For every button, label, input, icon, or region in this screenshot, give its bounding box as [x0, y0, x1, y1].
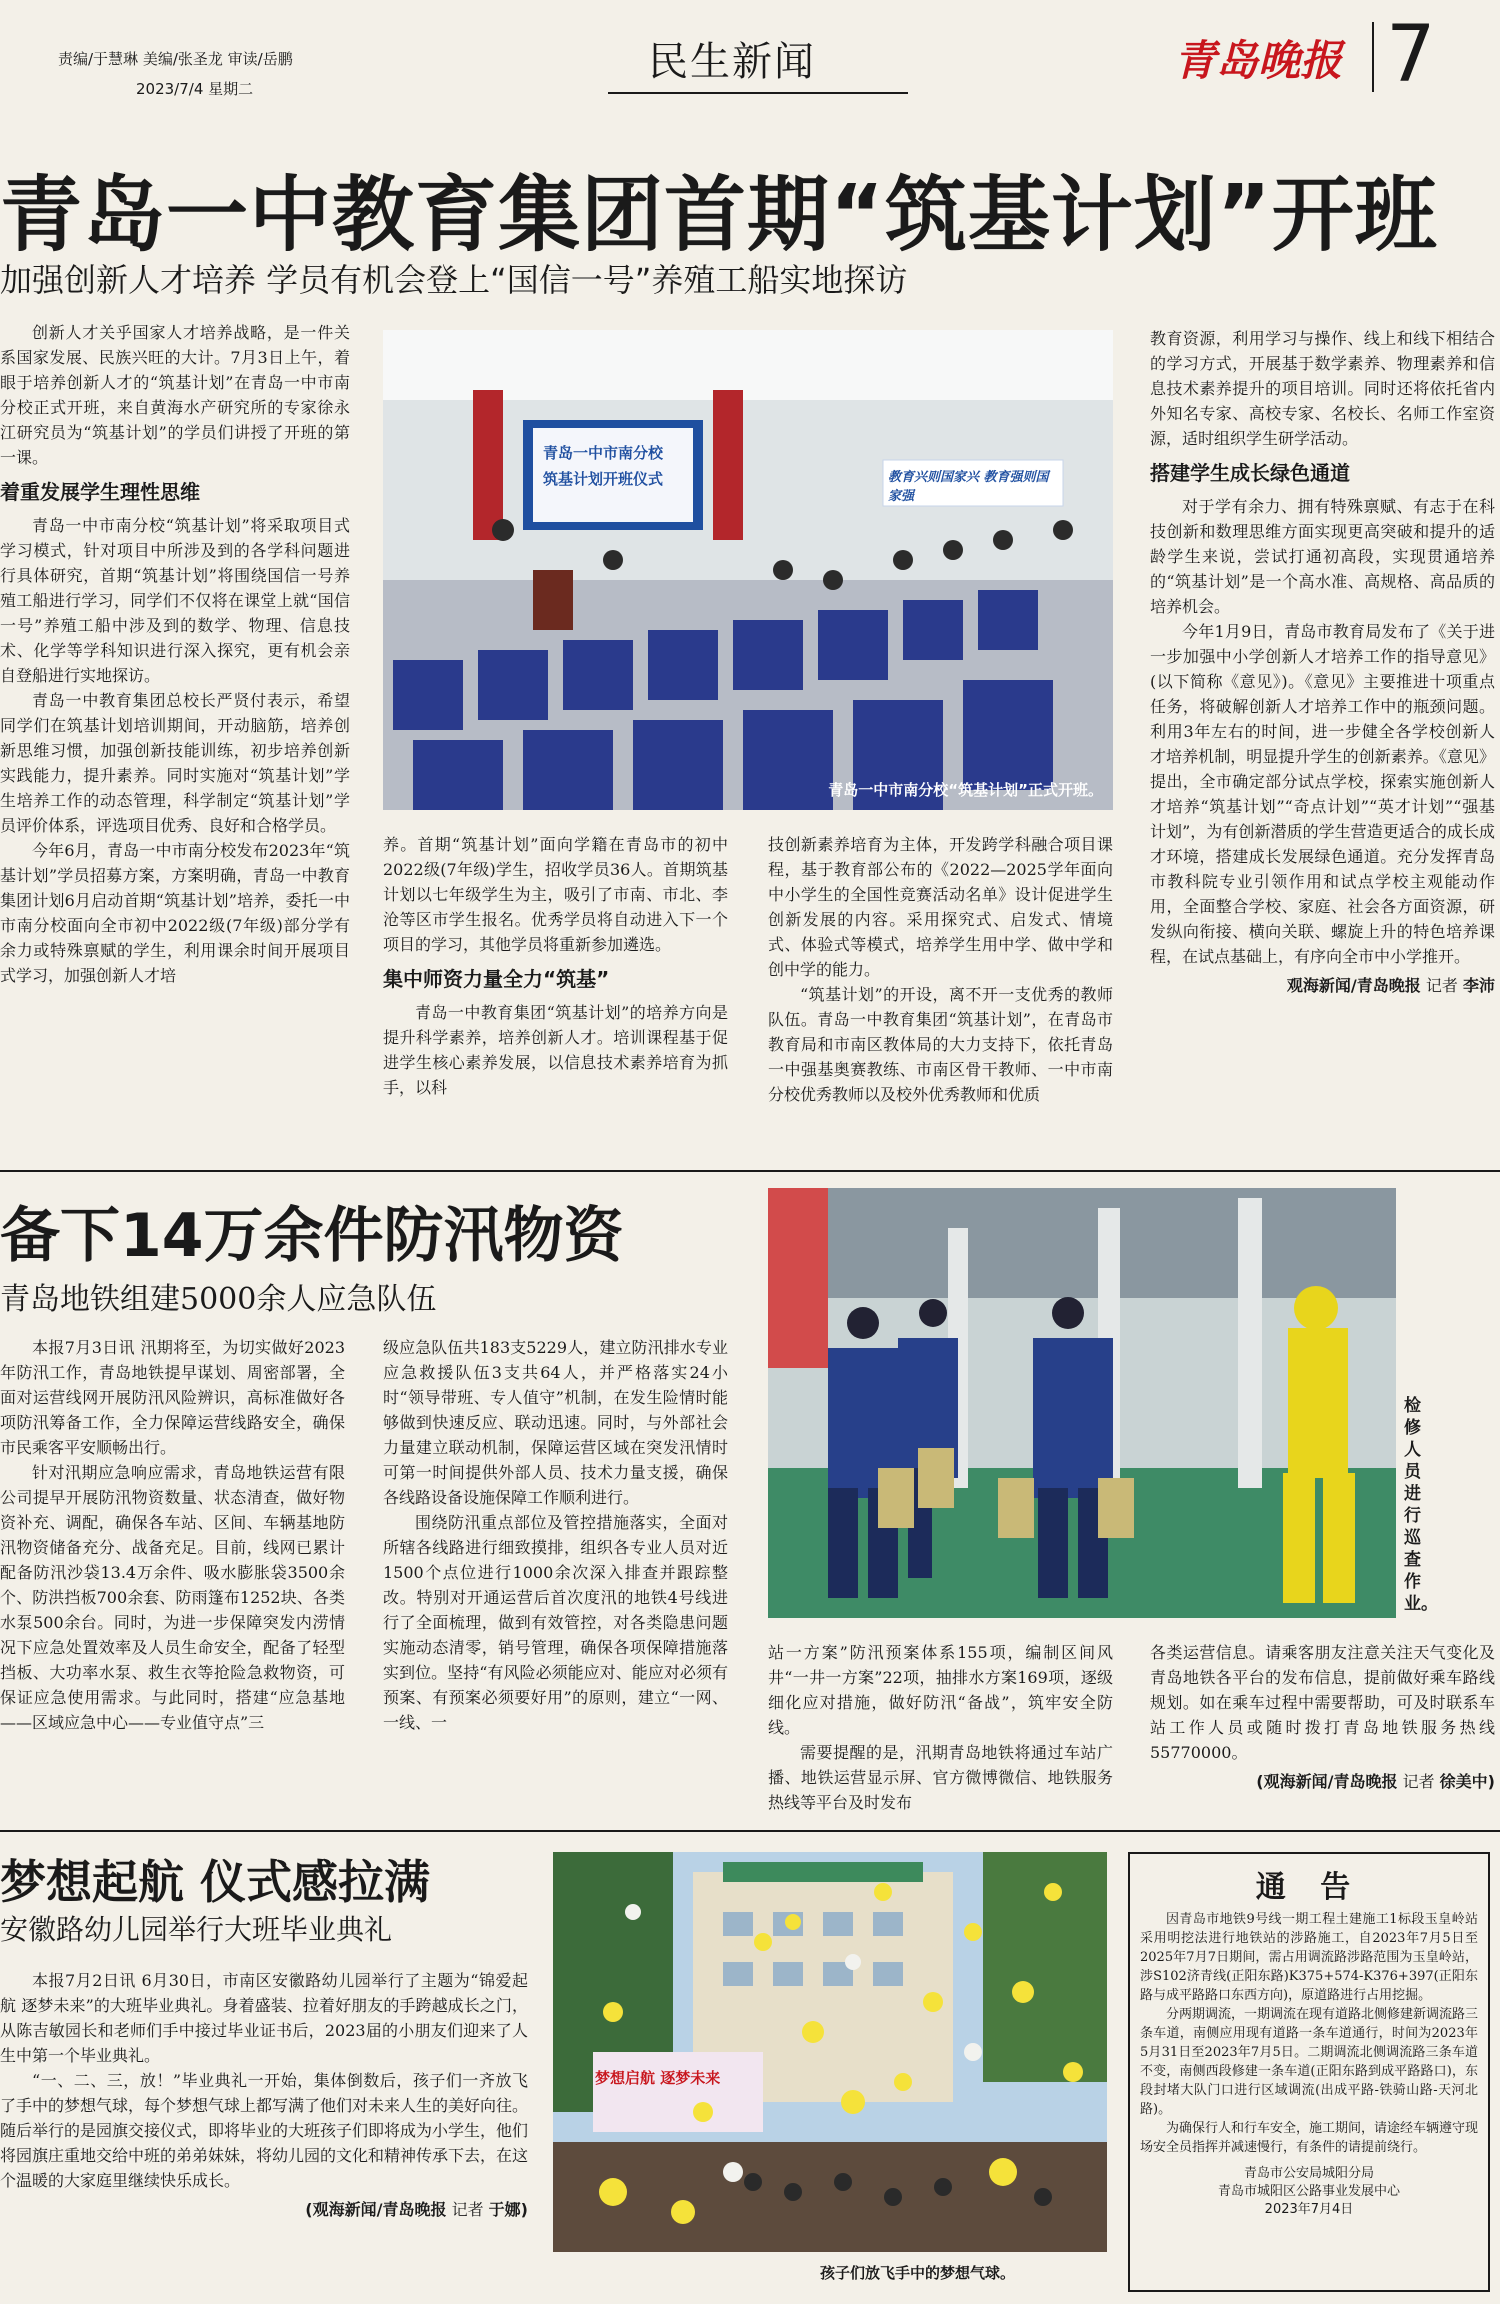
- byline-reporter-label: 记者: [1402, 1772, 1435, 1791]
- article2-col4: [1150, 1640, 1495, 1794]
- article1-col2: [383, 832, 728, 1100]
- public-notice: [1128, 1852, 1490, 2292]
- photo-sign-line2: 筑基计划开班仪式: [543, 470, 664, 488]
- article1-subheadline: 加强创新人才培养 学员有机会登上“国信一号”养殖工船实地探访: [0, 261, 908, 299]
- notice-issuer: 青岛市城阳区公路事业发展中心: [1217, 2184, 1400, 2199]
- metro-depot-photo: [768, 1188, 1396, 1618]
- paragraph: 养。首期“筑基计划”面向学籍在青岛市的初中2022级(7年级)学生，招收学员36人。首期筑基计划以七年级学生为主，吸引了市南、市北、李沧等区市学生报名。优秀学员将自动进入下一个项目的学习，其他学员将重新参加遴选。: [383, 835, 728, 954]
- article3-photo-balloons: [553, 1852, 1107, 2252]
- article3-photo-caption: 孩子们放飞手中的梦想气球。: [820, 2264, 1016, 2282]
- byline-source: 观海新闻/青岛晚报: [1286, 976, 1421, 995]
- article1-col1: [0, 320, 350, 988]
- article1-headline: 青岛一中教育集团首期“筑基计划”开班: [0, 168, 1438, 263]
- byline-reporter: 李沛: [1462, 976, 1495, 995]
- paragraph: “一、二、三，放！”毕业典礼一开始，集体倒数后，孩子们一齐放飞了手中的梦想气球，每个梦想气球上都写满了他们对未来人生的美好向往。随后举行的是园旗交接仪式，即将毕业的大班孩子们即将成为小学生，他们将园旗庄重地交给中班的弟弟妹妹，将幼儿园的文化和精神传承下去，在这个温暖的大家庭里继续快乐成长。: [0, 2071, 529, 2190]
- header: [0, 0, 1500, 110]
- notice-issuer: 青岛市公安局城阳分局: [1243, 2166, 1374, 2181]
- article1-col1-text: [0, 320, 350, 470]
- article1-col4: [1150, 326, 1495, 998]
- paragraph: 青岛一中市南分校“筑基计划”将采取项目式学习模式，针对项目中所涉及到的各学科问题进行具体研究，首期“筑基计划”将围绕国信一号养殖工船进行学习，同学们不仅将在课堂上就“国信一号”养殖工船中涉及到的数学、物理、信息技术、化学等学科知识进行深入探究，更有机会亲自登船进行实地探访。: [0, 516, 350, 685]
- paragraph: 站一方案”防汛预案体系155项，编制区间风井“一井一方案”22项，抽排水方案169项，逐级细化应对措施，做好防汛“备战”，筑牢安全防线。: [768, 1643, 1113, 1737]
- paragraph: 今年1月9日，青岛市教育局发布了《关于进一步加强中小学创新人才培养工作的指导意见》(以下简称《意见》)。《意见》主要推进十项重点任务，将破解创新人才培养工作中的瓶颈问题。利用3年左右的时间，进一步健全各学校创新人才培养机制，明显提升学生的创新素养。《意见》提出，全市确定部分试点学校，探索实施创新人才培养“筑基计划”“奇点计划”“英才计划”“强基计划”，为有创新潜质的学生营造更适合的成长成才环境，搭建成长发展绿色通道。充分发挥青岛市教科院专业引领作用和试点学校主观能动作用，全面整合学校、家庭、社会各方面资源，研发纵向衔接、横向关联、螺旋上升的特色培养课程，在试点基础上，有序向全市中小学推开。: [1150, 622, 1495, 966]
- paragraph: 因青岛市地铁9号线一期工程土建施工1标段玉皇岭站采用明挖法进行地铁站的涉路施工，自2023年7月5日至2025年7月7日期间，需占用调流路涉路范围为玉皇岭站，涉S102济青线(正阳东路)K375+574-K376+397(正阳东路与成平路路口东西方向)，原道路进行占用挖掘。: [1140, 1912, 1478, 2003]
- byline-source: (观海新闻/青岛晚报: [1256, 1772, 1398, 1791]
- byline-reporter-label: 记者: [451, 2200, 484, 2219]
- byline-reporter: 于娜): [488, 2200, 528, 2219]
- paragraph: 针对汛期应急响应需求，青岛地铁运营有限公司提早开展防汛物资数量、状态清查，做好物资补充、调配，确保各车站、区间、车辆基地防汛物资储备充分、战备充足。目前，线网已累计配备防汛沙袋13.4万余件、吸水膨胀袋3500余个、防洪挡板700余套、防雨篷布1252块、各类水泵500余台。同时，为进一步保障突发内涝情况下应急处置效率及人员生命安全，配备了轻型挡板、大功率水泵、救生衣等抢险急救物资，可保证应急使用需求。与此同时，搭建“应急基地——区域应急中心——专业值守点”三: [0, 1463, 345, 1732]
- byline-reporter: 徐美中): [1439, 1772, 1495, 1791]
- subhead: 集中师资力量全力“筑基”: [383, 967, 610, 991]
- article3-col1: [0, 1968, 528, 2222]
- paragraph: 级应急队伍共183支5229人，建立防汛排水专业应急救援队伍3支共64人，并严格落实24小时“领导带班、专人值守”机制，在发生险情时能够做到快速反应、联动迅速。同时，与外部社会力量建立联动机制，保障运营区域在突发汛情时可第一时间提供外部人员、技术力量支援，确保各线路设备设施保障工作顺利进行。: [383, 1338, 728, 1507]
- paper-name-logo: 青岛晚报: [1174, 36, 1343, 85]
- article2-subheadline: 青岛地铁组建5000余人应急队伍: [0, 1282, 437, 1317]
- section-rule: [608, 92, 908, 94]
- paragraph: 为确保行人和行车安全，施工期间，请途经车辆遵守现场安全员指挥并减速慢行，有条件的请提前绕行。: [1140, 2121, 1479, 2155]
- header-divider: [1372, 22, 1374, 92]
- byline-source: (观海新闻/青岛晚报: [305, 2200, 447, 2219]
- article1-col3: [768, 832, 1113, 1107]
- article3-subheadline: 安徽路幼儿园举行大班毕业典礼: [0, 1913, 393, 1946]
- issue-date: 2023/7/4 星期二: [136, 80, 254, 98]
- paragraph: 对于学有余力、拥有特殊禀赋、有志于在科技创新和数理思维方面实现更高突破和提升的适龄学生来说，尝试打通初高段，实现贯通培养的“筑基计划”是一个高水准、高规格、高品质的培养机会。: [1150, 497, 1495, 616]
- paragraph: 分两期调流，一期调流在现有道路北侧修建新调流路三条车道，南侧应用现有道路一条车道通行，时间为2023年5月31日至2023年7月5日。二期调流北侧调流路三条车道不变，南侧西段修建一条车道(正阳东路到成平路路口)，东段封堵大队门口进行区域调流(出成平路-铁骑山路-天河北路)。: [1140, 2007, 1479, 2117]
- section-divider: [0, 1830, 1500, 1832]
- paragraph: 本报7月2日讯 6月30日，市南区安徽路幼儿园举行了主题为“锦爱起航 逐梦未来”的大班毕业典礼。身着盛装、拉着好朋友的手跨越成长之门，从陈吉敏园长和老师们手中接过毕业证书后，2023届的小朋友们迎来了人生中第一个毕业典礼。: [0, 1971, 528, 2065]
- photo-caption: 青岛一中市南分校“筑基计划”正式开班。: [828, 781, 1103, 799]
- subhead: 着重发展学生理性思维: [0, 480, 200, 504]
- notice-body: [1140, 1910, 1478, 2157]
- byline-reporter-label: 记者: [1425, 976, 1458, 995]
- article1-col1b-text: [0, 513, 350, 988]
- article2-headline: 备下14万余件防汛物资: [0, 1201, 624, 1271]
- photo-banner-text: 梦想启航 逐梦未来: [595, 2069, 721, 2087]
- byline: [1150, 1769, 1495, 1794]
- article2-col2: [383, 1335, 728, 1735]
- byline: [0, 2197, 528, 2222]
- paragraph: 今年6月，青岛一中市南分校发布2023年“筑基计划”学员招募方案，方案明确，青岛一中教育集团计划6月启动首期“筑基计划”培养，委托一中市南分校面向全市初中2022级(7年级)部分学有余力或特殊禀赋的学生，利用课余时间开展项目式学习，加强创新人才培: [0, 841, 350, 985]
- paragraph: 本报7月3日讯 汛期将至，为切实做好2023年防汛工作，青岛地铁提早谋划、周密部署，全面对运营线网开展防汛风险辨识，高标准做好各项防汛筹备工作，全力保障运营线路安全，确保市民乘客平安顺畅出行。: [0, 1338, 345, 1457]
- byline: [1150, 973, 1495, 998]
- article1-photo-classroom: [383, 330, 1113, 810]
- notice-issuers: [1140, 2165, 1478, 2219]
- paragraph: 青岛一中教育集团“筑基计划”的培养方向是提升科学素养，培养创新人才。培训课程基于促进学生核心素养发展，以信息技术素养培育为抓手，以科: [383, 1003, 728, 1097]
- article2-photo-metro: [768, 1188, 1396, 1618]
- paragraph: 教育资源，利用学习与操作、线上和线下相结合的学习方式，开展基于数学素养、物理素养和信息技术素养提升的项目培训。同时还将依托省内外知名专家、高校专家、名校长、名师工作室资源，适时组织学生研学活动。: [1150, 329, 1495, 448]
- notice-date: 2023年7月4日: [1264, 2202, 1354, 2217]
- article2-col1: [0, 1335, 345, 1735]
- paragraph: 青岛一中教育集团总校长严贤付表示，希望同学们在筑基计划培训期间，开动脑筋，培养创新思维习惯，加强创新技能训练，初步培养创新实践能力，提升素养。同时实施对“筑基计划”学生培养工作的动态管理，科学制定“筑基计划”学员评价体系，评选项目优秀、良好和合格学员。: [0, 691, 350, 835]
- article2-col3: [768, 1640, 1113, 1815]
- page-number: 7: [1386, 10, 1436, 100]
- paragraph: 围绕防汛重点部位及管控措施落实，全面对所辖各线路进行细致摸排，组织各专业人员对近1500个点位进行1000余次深入排查并跟踪整改。特别对开通运营后首次度汛的地铁4号线进行了全面梳理，做到有效管控，对各类隐患问题实施动态清零，销号管理，确保各项保障措施落实到位。坚持“有风险必须能应对、能应对必须有预案、有预案必须要好用”的原则，建立“一网、一线、一: [383, 1513, 728, 1732]
- editors-line: 责编/于慧琳 美编/张圣龙 审读/岳鹏: [58, 50, 293, 68]
- article2-photo-caption: 检修人员进行巡查作业。: [1404, 1396, 1438, 1614]
- paragraph: 各类运营信息。请乘客朋友注意关注天气变化及青岛地铁各平台的发布信息，提前做好乘车路线规划。如在乘车过程中需要帮助，可及时联系车站工作人员或随时拨打青岛地铁服务热线55770000。: [1150, 1643, 1495, 1762]
- photo-sign-line1: 青岛一中市南分校: [543, 444, 664, 462]
- paragraph: 创新人才关乎国家人才培养战略，是一件关系国家发展、民族兴旺的大计。7月3日上午，着眼于培养创新人才的“筑基计划”在青岛一中市南分校正式开班，来自黄海水产研究所的专家徐永江研究员为“筑基计划”的学员们讲授了开班的第一课。: [0, 323, 350, 467]
- section-title: 民生新闻: [648, 39, 816, 85]
- notice-title: 通 告: [1255, 1870, 1363, 1905]
- paragraph: “筑基计划”的开设，离不开一支优秀的教师队伍。青岛一中教育集团“筑基计划”，在青岛市教育局和市南区教体局的大力支持下，依托青岛一中强基奥赛教练、市南区骨干教师、一中市南分校优秀教师以及校外优秀教师和优质: [768, 985, 1113, 1104]
- paragraph: 技创新素养培育为主体，开发跨学科融合项目课程，基于教育部公布的《2022—2025学年面向中小学生的全国性竞赛活动名单》设计促进学生创新发展的内容。采用探究式、启发式、情境式、体验式等模式，培养学生用中学、做中学和创中学的能力。: [768, 835, 1113, 979]
- subhead: 搭建学生成长绿色通道: [1150, 461, 1350, 485]
- graduation-photo: [553, 1852, 1107, 2252]
- photo-wall-text: 教育兴则国家兴 教育强则国家强: [888, 470, 1049, 504]
- article3-headline: 梦想起航 仪式感拉满: [0, 1855, 431, 1909]
- paragraph: 需要提醒的是，汛期青岛地铁将通过车站广播、地铁运营显示屏、官方微博微信、地铁服务热线等平台及时发布: [768, 1743, 1113, 1812]
- section-divider: [0, 1170, 1500, 1172]
- classroom-photo: [383, 330, 1113, 810]
